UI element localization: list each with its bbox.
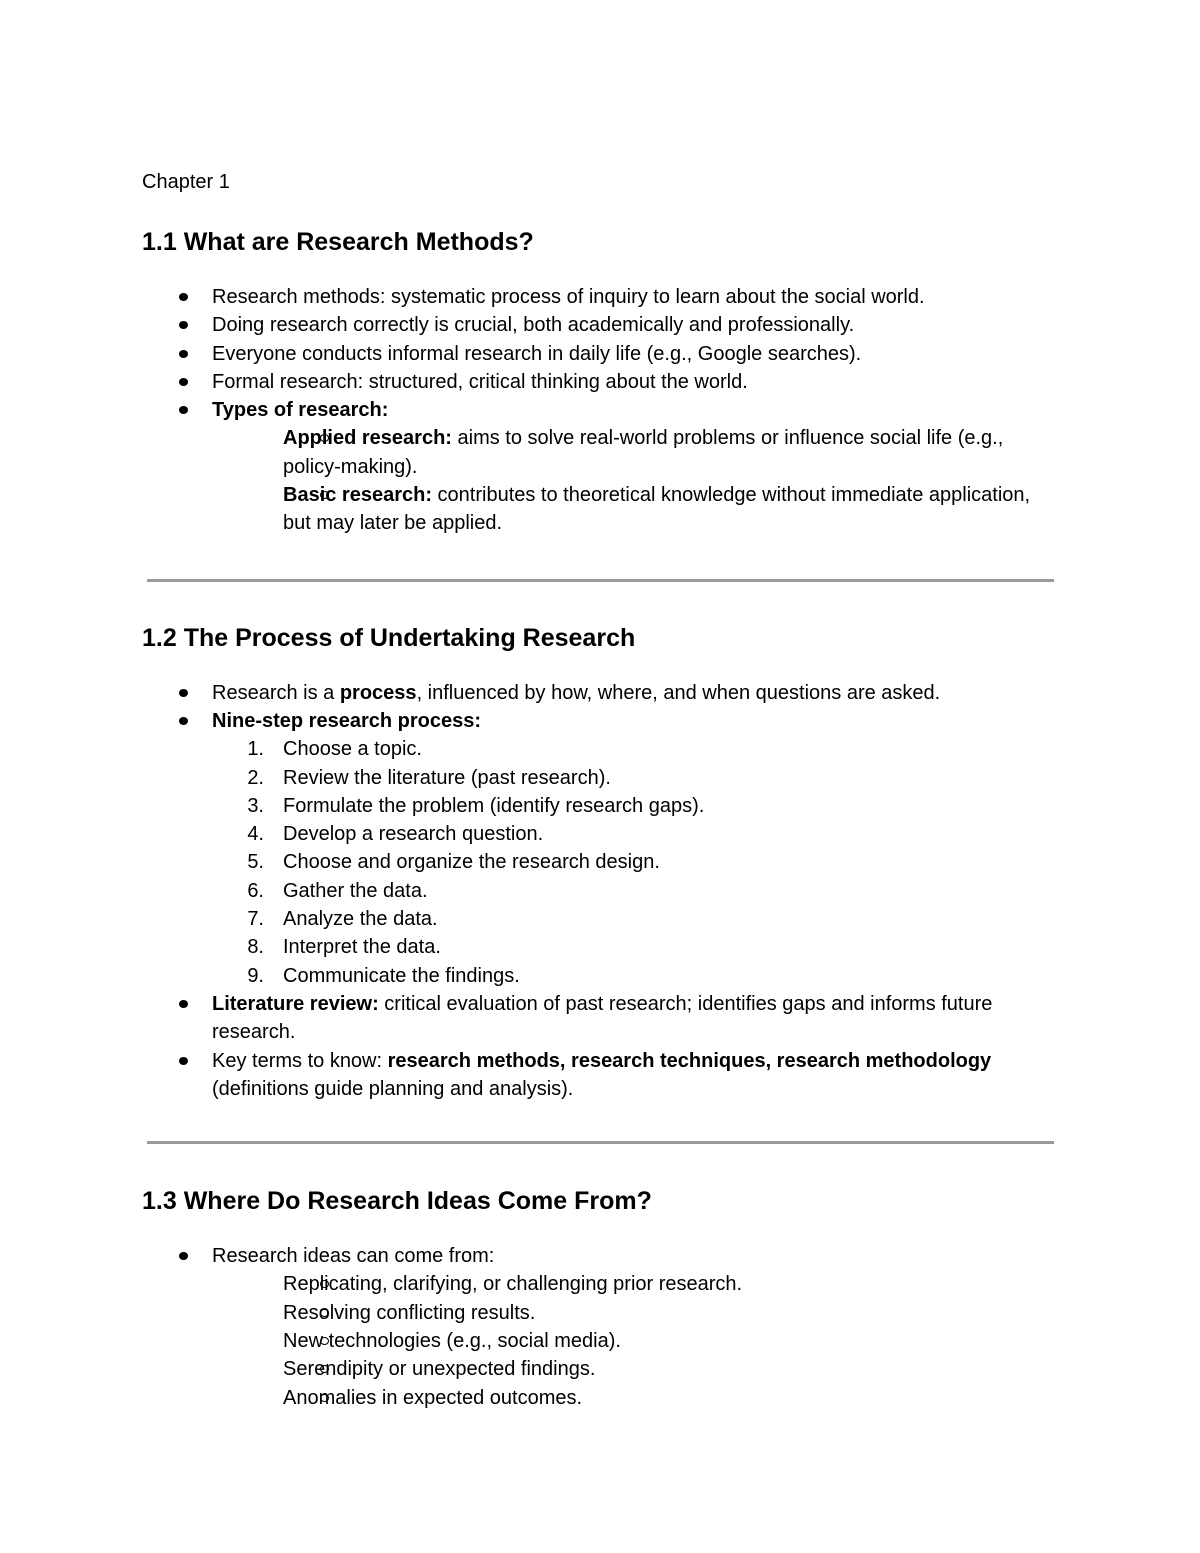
horizontal-rule xyxy=(147,579,1054,582)
bullet-icon xyxy=(179,406,188,414)
types-label: Types of research: xyxy=(212,399,389,422)
hollow-bullet-icon xyxy=(320,1394,329,1402)
list-item xyxy=(142,396,1062,537)
list-item: 3. Formulate the problem (identify research gaps). xyxy=(247,794,705,817)
list-item: Serendipity or unexpected findings. xyxy=(283,1358,596,1381)
section-1-list xyxy=(142,283,1062,538)
bullet-icon xyxy=(179,1000,188,1008)
bullet-icon xyxy=(179,689,188,697)
bullet-icon xyxy=(179,350,188,358)
bullet-icon xyxy=(179,1057,188,1065)
list-item: Research is a process, influenced by how, where, and when questions are asked. xyxy=(142,679,1062,707)
list-item: Anomalies in expected outcomes. xyxy=(283,1386,583,1409)
document-page xyxy=(142,168,1062,1412)
list-item: 8. Interpret the data. xyxy=(247,936,441,959)
list-item: Doing research correctly is crucial, both academically and professionally. xyxy=(142,311,1062,339)
bullet-icon xyxy=(179,717,188,725)
list-item: Resolving conflicting results. xyxy=(283,1301,536,1324)
bullet-icon xyxy=(179,378,188,386)
bullet-icon xyxy=(179,293,188,301)
list-item: Applied research: aims to solve real-world problems or influence social life (e.g., policy-making). xyxy=(283,427,1004,478)
list-item: Replicating, clarifying, or challenging prior research. xyxy=(283,1273,743,1296)
steps-label: Nine-step research process: xyxy=(212,709,482,732)
section-2-list xyxy=(142,679,1062,1103)
section-1-heading: 1.1 What are Research Methods? xyxy=(142,228,534,256)
steps-list xyxy=(142,735,1062,990)
list-item: 1. Choose a topic. xyxy=(247,738,422,761)
hollow-bullet-icon xyxy=(320,1337,329,1345)
list-item: Formal research: structured, critical thinking about the world. xyxy=(142,368,1062,396)
list-item: 9. Communicate the findings. xyxy=(247,964,520,987)
list-item: Everyone conducts informal research in daily life (e.g., Google searches). xyxy=(142,340,1062,368)
list-item: Research methods: systematic process of inquiry to learn about the social world. xyxy=(142,283,1062,311)
list-item xyxy=(142,707,1062,990)
chapter-label: Chapter 1 xyxy=(142,171,230,193)
list-item: 4. Develop a research question. xyxy=(247,823,544,846)
section-2-heading: 1.2 The Process of Undertaking Research xyxy=(142,623,636,652)
list-item: 5. Choose and organize the research design. xyxy=(247,851,660,874)
section-3-heading: 1.3 Where Do Research Ideas Come From? xyxy=(142,1187,652,1216)
list-item: 2. Review the literature (past research). xyxy=(247,766,611,789)
list-item: 6. Gather the data. xyxy=(247,879,428,902)
horizontal-rule xyxy=(147,1141,1054,1144)
list-item: Key terms to know: research methods, research techniques, research methodology (definitions guide planning and analysis). xyxy=(142,1047,1062,1104)
list-item: Research ideas can come from: Replicating, clarifying, or challenging prior research. Resolving conflicting results. New technologies (e.g., social media). Serendipity or unexpected findings. Anomalies in expected outcomes. xyxy=(142,1242,1062,1412)
bullet-icon xyxy=(179,321,188,329)
list-item: New technologies (e.g., social media). xyxy=(283,1330,621,1353)
hollow-bullet-icon xyxy=(320,1309,329,1317)
list-item: Basic research: contributes to theoretical knowledge without immediate application, but may later be applied. xyxy=(283,484,1031,535)
types-sublist xyxy=(142,424,1062,537)
bullet-icon xyxy=(179,1252,188,1260)
section-3-list xyxy=(142,1242,1062,1412)
list-item: Literature review: critical evaluation of past research; identifies gaps and informs future research. xyxy=(142,990,1062,1047)
list-item: 7. Analyze the data. xyxy=(247,908,438,931)
sources-sublist xyxy=(142,1270,1062,1411)
